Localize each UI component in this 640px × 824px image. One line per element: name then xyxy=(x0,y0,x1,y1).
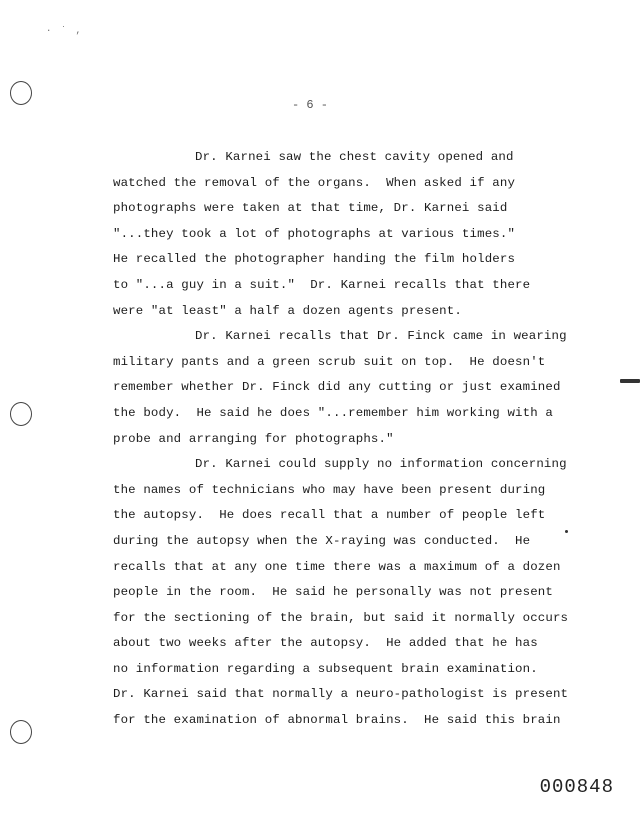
body-text xyxy=(113,145,583,734)
text-line: watched the removal of the organs. When asked if any xyxy=(113,175,516,190)
text-line: photographs were taken at that time, Dr. Karnei said xyxy=(113,201,508,216)
scan-specks: · ˙ , xyxy=(46,26,84,36)
text-line: Dr. Karnei said that normally a neuro-pathologist is present xyxy=(113,687,569,702)
page-number: - 6 - xyxy=(291,98,328,112)
text-line: during the autopsy when the X-raying was conducted. He xyxy=(113,533,531,548)
text-line: the autopsy. He does recall that a number of people left xyxy=(113,508,546,523)
text-line: were "at least" a half a dozen agents present. xyxy=(113,303,462,318)
text-line: Dr. Karnei saw the chest cavity opened and xyxy=(195,150,514,164)
text-line: Dr. Karnei could supply no information concerning xyxy=(195,457,567,472)
text-line: for the sectioning of the brain, but said it normally occurs xyxy=(113,610,569,625)
text-line: recalls that at any one time there was a maximum of a dozen xyxy=(113,559,561,574)
punch-hole-bottom xyxy=(10,720,32,744)
text-line: no information regarding a subsequent brain examination. xyxy=(113,661,538,676)
text-line: Dr. Karnei recalls that Dr. Finck came in wearing xyxy=(195,329,567,344)
text-line: the body. He said he does "...remember him working with a xyxy=(113,405,553,420)
scan-dot xyxy=(565,530,568,533)
text-line: remember whether Dr. Finck did any cutting or just examined xyxy=(113,380,561,395)
text-line: He recalled the photographer handing the film holders xyxy=(113,252,516,267)
text-line: "...they took a lot of photographs at various times." xyxy=(113,226,516,241)
text-line: probe and arranging for photographs." xyxy=(113,431,394,446)
text-line: to "...a guy in a suit." Dr. Karnei recalls that there xyxy=(113,277,531,292)
text-line: about two weeks after the autopsy. He added that he has xyxy=(113,636,538,651)
text-line: for the examination of abnormal brains. He said this brain xyxy=(113,713,561,728)
edge-tab-mark xyxy=(620,379,640,383)
punch-hole-middle xyxy=(10,402,32,426)
punch-hole-top xyxy=(10,81,32,105)
text-line: the names of technicians who may have been present during xyxy=(113,482,546,497)
document-id-stamp: 000848 xyxy=(539,776,614,798)
text-line: military pants and a green scrub suit on top. He doesn't xyxy=(113,354,546,369)
text-line: people in the room. He said he personally was not present xyxy=(113,585,553,600)
